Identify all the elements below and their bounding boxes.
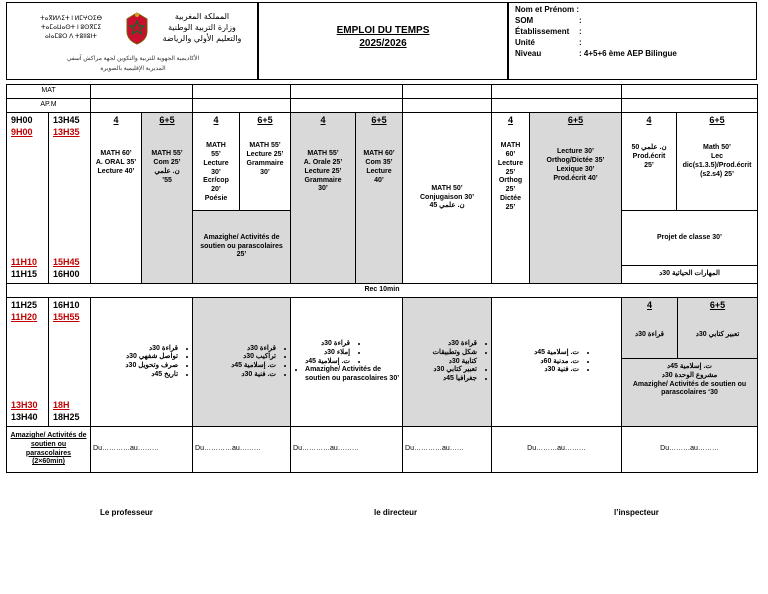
header-title-box <box>258 2 508 80</box>
morning-times-1: 9H00 9H00 11H10 11H15 <box>7 113 49 284</box>
apm-label: AP.M <box>7 99 91 113</box>
day2-level4: 4 MATH 55’ Lecture 30’ Ecr/cop 20’ Poésie <box>193 113 240 211</box>
header-logo-box <box>6 2 258 80</box>
day1-level4: 4 MATH 60’ A. ORAL 35’ Lecture 40’ <box>91 113 142 284</box>
day4-arabic-block: • قراءة 30د • شكل وتطبيقات كتابية 30د • تعبير كتابي 30د • جغرافيا 45د <box>403 298 492 427</box>
signature-inspecteur: l’inspecteur <box>614 508 659 517</box>
mat-label: MAT <box>7 85 91 99</box>
block1-main-row <box>7 113 758 211</box>
day2-amazighe: Amazighe/ Activités de soutien ou parascolaires 25’ <box>193 211 291 284</box>
mat-row <box>7 85 758 99</box>
info-row: Unité : <box>515 38 582 47</box>
day1-level56: 6+5 MATH 55’ Com 25’ ن. علمي ’55 <box>142 113 193 284</box>
footer-label: Amazighe/ Activités de soutien ou parascolaires (2×60min) <box>7 427 91 473</box>
academy-line-1: الأكاديمية الجهوية للتربية والتكوين لجهة مراكش آسفي <box>66 56 200 62</box>
info-row: Niveau : 4+5+6 ème AEP Bilingue <box>515 49 677 58</box>
day6-level56: 6+5 Math 50’ Lec dic(s1.3.5)/Prod.écrit (s2.s4) 25’ <box>677 113 758 211</box>
info-row: SOM : <box>515 16 582 25</box>
signature-directeur: le directeur <box>374 508 418 517</box>
recess-label: Rec 10min <box>7 284 758 298</box>
day3-level56: 6+5 MATH 60’ Com 35’ Lecture 40’ <box>356 113 403 284</box>
day6-maharat: المهارات الحياتية 30د <box>622 266 758 284</box>
apm-row <box>7 99 758 113</box>
footer-cell-day4: Du…………au…… <box>403 427 492 473</box>
day2-arabic-block: • قراءة 30د • تراكيب 30د • ت. إسلامية 45د • ت. فنية 30د <box>193 298 291 427</box>
day5-arabic-block: • ت. إسلامية 45د • ت. مدنية 60د • ت. فنية 30د <box>492 298 622 427</box>
day6-arabic-block: 4 قراءة 30د 6+5 تعبير كتابي 30د ت. إسلامية 45د مشروع الوحدة 30د Amazighe/ Activités de soutien ou parascolaires ‘30 <box>622 298 758 427</box>
day6-level4: 4 ن. علمي 50 Prod.écrit 25’ <box>622 113 677 211</box>
block2-row <box>7 298 758 427</box>
day3-level4: 4 MATH 55’ A. Orale 25’ Lecture 25’ Grammaire 30’ <box>291 113 356 284</box>
footer-cell-day3: Du…………au……… <box>291 427 403 473</box>
footer-row <box>7 427 758 473</box>
day1-arabic-block: • قراءة 30د • تواصل شفهي 30د • صرف وتحويل 30د • تاريخ 45د <box>91 298 193 427</box>
footer-cell-day6: Du………au……… <box>622 427 758 473</box>
timetable <box>6 84 758 473</box>
afternoon-times-2: 16H10 15H55 18H 18H25 <box>49 298 91 427</box>
day2-level56: 6+5 MATH 55’ Lecture 25’ Grammaire 30’ <box>240 113 291 211</box>
day3-mixed-block: • قراءة 30د • إملاء 30د • ت. إسلامية 45د • Amazighe/ Activités de soutien ou parascolaires 30’ <box>291 298 403 427</box>
afternoon-times-1: 13H45 13H35 15H45 16H00 <box>49 113 91 284</box>
footer-cell-day1: Du…………au……… <box>91 427 193 473</box>
footer-cell-day5: Du………au……… <box>492 427 622 473</box>
logo-arabic-text: المملكة المغربية وزارة التربية الوطنية والتعليم الأولي والرياضة <box>162 12 242 43</box>
moroccan-emblem-icon <box>123 11 151 45</box>
day5-level56: 6+5 Lecture 30’ Orthog/Dictée 35’ Lexique 30’ Prod.écrit 40’ <box>530 113 622 284</box>
day6-projet: Projet de classe 30’ <box>622 211 758 266</box>
info-row: Établissement : <box>515 27 582 36</box>
academy-line-2: المديرية الإقليمية بالصويرة <box>100 66 166 72</box>
page-title: EMPLOI DU TEMPS <box>336 25 430 36</box>
signature-professeur: Le professeur <box>100 508 153 517</box>
morning-times-2: 11H25 11H20 13H30 13H40 <box>7 298 49 427</box>
school-year: 2025/2026 <box>359 38 407 49</box>
day5-level4: 4 MATH 60’ Lecture 25’ Orthog 25’ Dictée 25’ <box>492 113 530 284</box>
info-row: Nom et Prénom : <box>515 5 580 14</box>
logo-latin-text: ⵜⴰⴳⵍⴷⵉⵜ ⵏ ⵍⵎⵖⵔⵉⴱ ⵜⴰⵎⴰⵡⴰⵙⵜ ⵏ ⵓⵙⴳⵎⵉ ⴰⵏⴰⵎⵓⵔ ⴷ ⵜⵓⵏⵏⵓⵏⵜ <box>40 16 102 40</box>
recess-row <box>7 284 758 298</box>
day4-shared: MATH 50’ Conjugaison 30’ ن. علمي 45 <box>403 113 492 284</box>
footer-cell-day2: Du…………au……… <box>193 427 291 473</box>
header-info-box <box>508 2 757 80</box>
